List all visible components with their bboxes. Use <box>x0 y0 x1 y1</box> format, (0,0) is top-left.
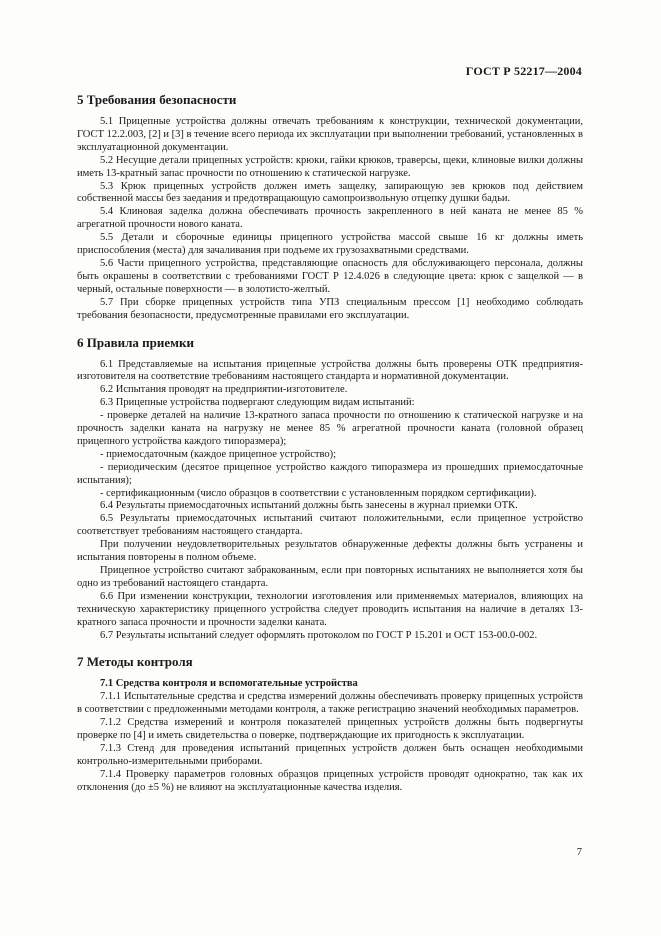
paragraph-5-6: 5.6 Части прицепного устройства, представляющие опасность для обслуживающего персонала, должны быть окрашены в соответствии с требованиями ГОСТ Р 12.4.026 в следующие цвета: крюк с защелкой — в черный, остальные поверхности — в золотисто-желтый. <box>77 257 583 295</box>
paragraph-7-1-1: 7.1.1 Испытательные средства и средства измерений должны обеспечивать проверку прицепных устройств в соответствии с предложенными методами контроля, а также регистрацию значений необходимых параметров. <box>77 691 583 716</box>
paragraph-5-5: 5.5 Детали и сборочные единицы прицепного устройства массой свыше 16 кг должны иметь приспособления (места) для зачаливания при подъеме их грузозахватными средствами. <box>77 232 583 257</box>
document-body <box>77 92 583 795</box>
paragraph-7-1-2: 7.1.2 Средства измерений и контроля показателей прицепных устройств должны быть подвергнуты проверке по [4] и иметь свидетельства о поверке, подтверждающие их пригодность к эксплуатации. <box>77 717 583 742</box>
paragraph-6-5: 6.5 Результаты приемосдаточных испытаний считают положительными, если прицепное устройство соответствует требованиям настоящего стандарта. <box>77 513 583 538</box>
paragraph-7-1-3: 7.1.3 Стенд для проведения испытаний прицепных устройств должен быть оснащен необходимыми контрольно-измерительными приборами. <box>77 742 583 767</box>
paragraph-5-4: 5.4 Клиновая заделка должна обеспечивать прочность закрепленного в ней каната не менее 85 % агрегатной прочности нового каната. <box>77 206 583 231</box>
paragraph-7-1-4: 7.1.4 Проверку параметров головных образцов прицепных устройств проводят однократно, так как их отклонения (до ±5 %) не влияют на эксплуатационные качества изделия. <box>77 768 583 793</box>
paragraph-6-6: 6.6 При изменении конструкции, технологии изготовления или применяемых материалов, влияющих на техническую характеристику прицепного устройства следует проводить испытания на наличие в деталях 13-кратного запаса прочности и прочности заделки каната. <box>77 590 583 628</box>
paragraph-5-2: 5.2 Несущие детали прицепных устройств: крюки, гайки крюков, траверсы, щеки, клиновые вилки должны иметь 13-кратный запас прочности по отношению к статической нагрузке. <box>77 154 583 179</box>
section-5-title: 5 Требования безопасности <box>77 92 237 107</box>
paragraph-5-7: 5.7 При сборке прицепных устройств типа УПЗ специальным прессом [1] необходимо соблюдать требования безопасности, предусмотренные правилами его эксплуатации. <box>77 296 583 321</box>
section-6-title: 6 Правила приемки <box>77 334 194 350</box>
paragraph-6-5-rejected: Прицепное устройство считают забракованным, если при повторных испытаниях не выполняется хотя бы одно из требований настоящего стандарта. <box>77 565 583 589</box>
list-item-6-3-a: - проверке деталей на наличие 13-кратного запаса прочности по отношению к статической нагрузке и на прочность заделки каната на нагрузку не менее 85 % агрегатной прочности каната (головной образец прицепного устройства каждого типоразмера); <box>77 410 583 447</box>
paragraph-5-1: 5.1 Прицепные устройства должны отвечать требованиям к конструкции, технической документации, ГОСТ 12.2.003, [2] и [3] в течение всего периода их эксплуатации при выполнении требований, установленных в эксплуатационной документации. <box>77 116 583 153</box>
paragraph-6-1: 6.1 Представляемые на испытания прицепные устройства должны быть проверены ОТК предприятия-изготовителя на соответствие требованиям настоящего стандарта и нормативной документации. <box>77 358 583 383</box>
list-item-6-3-b: - приемосдаточным (каждое прицепное устройство); <box>100 448 337 460</box>
list-item-6-3-c: - периодическим (десятое прицепное устройство каждого типоразмера из прошедших приемосдаточные испытания); <box>77 461 583 486</box>
paragraph-6-7: 6.7 Результаты испытаний следует оформлять протоколом по ГОСТ Р 15.201 и ОСТ 153-00.0-002. <box>100 629 538 641</box>
list-item-6-3-d: - сертификационным (число образцов в соответствии с установленным порядком сертификации). <box>100 487 537 499</box>
page-number: 7 <box>576 847 582 858</box>
paragraph-6-3: 6.3 Прицепные устройства подвергают следующим видам испытаний: <box>100 397 415 409</box>
section-7-title: 7 Методы контроля <box>77 654 193 670</box>
paragraph-5-3: 5.3 Крюк прицепных устройств должен иметь защелку, запирающую зев крюков под действием собственной массы без заедания и предотвращающую самопроизвольную отцепку душки бадьи. <box>77 180 583 205</box>
paragraph-6-2: 6.2 Испытания проводят на предприятии-изготовителе. <box>100 384 348 396</box>
subsection-7-1-title: 7.1 Средства контроля и вспомогательные устройства <box>100 678 358 690</box>
paragraph-6-4: 6.4 Результаты приемосдаточных испытаний должны быть занесены в журнал приемки ОТК. <box>100 500 518 512</box>
paragraph-6-5-defects: При получении неудовлетворительных результатов обнаруженные дефекты должны быть устранены и испытания повторены в полном объеме. <box>77 539 583 564</box>
standard-header: ГОСТ Р 52217—2004 <box>465 64 582 78</box>
